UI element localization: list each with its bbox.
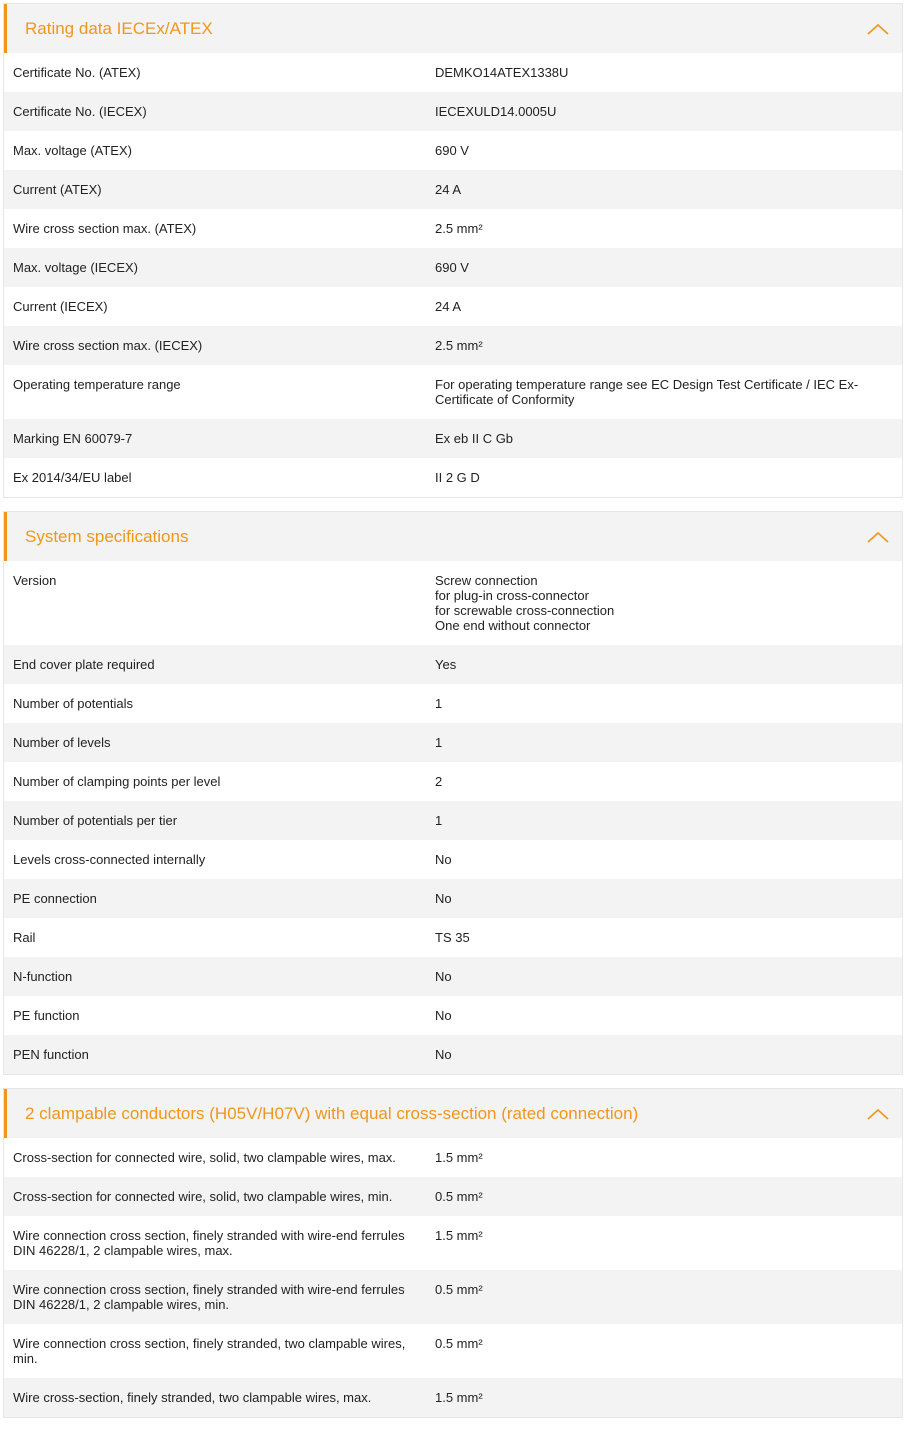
- spec-value: [435, 1008, 902, 1023]
- spec-value: [435, 143, 902, 158]
- spec-row: [4, 1216, 902, 1270]
- spec-label: Certificate No. (ATEX): [13, 65, 141, 80]
- spec-label: Max. voltage (IECEX): [13, 260, 138, 275]
- chevron-up-icon[interactable]: [866, 1107, 890, 1121]
- spec-value-line: For operating temperature range see EC Design Test Certificate / IEC Ex-Certificate of Conformity: [435, 377, 859, 407]
- spec-value: [435, 221, 902, 236]
- spec-table: [4, 1138, 902, 1417]
- spec-value: [435, 969, 902, 984]
- spec-row: [4, 1035, 902, 1074]
- spec-value-line: 1.5 mm²: [435, 1390, 483, 1405]
- spec-value-line: Yes: [435, 657, 457, 672]
- spec-row: [4, 365, 902, 419]
- spec-label: Current (ATEX): [13, 182, 102, 197]
- spec-table: [4, 561, 902, 1074]
- spec-value: [435, 338, 902, 353]
- spec-value-line: No: [435, 1047, 452, 1062]
- spec-row: [4, 645, 902, 684]
- spec-value-line: 2: [435, 774, 443, 789]
- spec-value: [435, 891, 902, 906]
- spec-value-line: 24 A: [435, 299, 462, 314]
- spec-value-line: 0.5 mm²: [435, 1282, 483, 1297]
- spec-row: [4, 561, 902, 645]
- spec-value: [435, 65, 902, 80]
- spec-row: [4, 170, 902, 209]
- spec-value-line: DEMKO14ATEX1338U: [435, 65, 569, 80]
- spec-value-line: 0.5 mm²: [435, 1336, 483, 1351]
- spec-label: Certificate No. (IECEX): [13, 104, 147, 119]
- spec-section: [3, 511, 903, 1075]
- spec-value: [435, 774, 902, 789]
- spec-value: [435, 696, 902, 711]
- spec-label: Wire connection cross section, finely stranded with wire-end ferrules DIN 46228/1, 2 clampable wires, min.: [13, 1282, 405, 1312]
- spec-row: [4, 1270, 902, 1324]
- spec-row: [4, 918, 902, 957]
- spec-value-line: 690 V: [435, 143, 469, 158]
- spec-value-line: for screwable cross-connection: [435, 603, 615, 618]
- spec-value: [435, 1336, 902, 1366]
- spec-label: Number of potentials per tier: [13, 813, 178, 828]
- spec-value: [435, 1282, 902, 1312]
- spec-label: Rail: [13, 930, 36, 945]
- spec-label: Number of clamping points per level: [13, 774, 221, 789]
- spec-value-line: for plug-in cross-connector: [435, 588, 589, 603]
- spec-row: [4, 1378, 902, 1417]
- spec-value: [435, 657, 902, 672]
- spec-row: [4, 723, 902, 762]
- spec-row: [4, 326, 902, 365]
- spec-value: [435, 431, 902, 446]
- spec-row: [4, 53, 902, 92]
- spec-value: [435, 299, 902, 314]
- spec-row: [4, 1324, 902, 1378]
- spec-value-line: Ex eb II C Gb: [435, 431, 514, 446]
- spec-label: Marking EN 60079-7: [13, 431, 133, 446]
- spec-value: [435, 182, 902, 197]
- spec-value-line: 1: [435, 813, 443, 828]
- spec-label: Levels cross-connected internally: [13, 852, 206, 867]
- spec-row: [4, 458, 902, 497]
- section-title: System specifications: [25, 526, 189, 546]
- spec-value: [435, 104, 902, 119]
- spec-value: [435, 1189, 902, 1204]
- spec-value-line: II 2 G D: [435, 470, 480, 485]
- spec-label: Number of potentials: [13, 696, 133, 711]
- spec-row: [4, 248, 902, 287]
- spec-label: PEN function: [13, 1047, 89, 1062]
- spec-value: [435, 470, 902, 485]
- spec-value-line: 1: [435, 696, 443, 711]
- spec-label: Max. voltage (ATEX): [13, 143, 132, 158]
- spec-row: [4, 801, 902, 840]
- spec-label: Cross-section for connected wire, solid, two clampable wires, max.: [13, 1150, 396, 1165]
- spec-value-line: 1.5 mm²: [435, 1150, 483, 1165]
- spec-value-line: One end without connector: [435, 618, 591, 633]
- spec-label: Wire connection cross section, finely stranded with wire-end ferrules DIN 46228/1, 2 clampable wires, max.: [13, 1228, 405, 1258]
- section-header-toggle[interactable]: [4, 512, 902, 561]
- spec-value-line: 1: [435, 735, 443, 750]
- spec-section: [3, 1088, 903, 1418]
- spec-label: Operating temperature range: [13, 377, 181, 392]
- spec-row: [4, 92, 902, 131]
- chevron-up-icon[interactable]: [866, 530, 890, 544]
- spec-value-line: No: [435, 1008, 452, 1023]
- spec-value: [435, 852, 902, 867]
- spec-value: [435, 260, 902, 275]
- spec-value: [435, 377, 902, 407]
- spec-label: Wire cross-section, finely stranded, two clampable wires, max.: [13, 1390, 372, 1405]
- spec-value-line: 24 A: [435, 182, 462, 197]
- spec-row: [4, 996, 902, 1035]
- spec-value-line: 2.5 mm²: [435, 338, 483, 353]
- spec-value-line: 2.5 mm²: [435, 221, 483, 236]
- spec-label: Wire cross section max. (IECEX): [13, 338, 203, 353]
- spec-value-line: No: [435, 852, 452, 867]
- spec-label: PE function: [13, 1008, 80, 1023]
- section-header-toggle[interactable]: [4, 1089, 902, 1138]
- spec-value-line: TS 35: [435, 930, 470, 945]
- spec-row: [4, 879, 902, 918]
- spec-value: [435, 1047, 902, 1062]
- spec-label: End cover plate required: [13, 657, 155, 672]
- spec-row: [4, 1177, 902, 1216]
- spec-label: Current (IECEX): [13, 299, 108, 314]
- spec-value: [435, 1228, 902, 1258]
- spec-value: [435, 1150, 902, 1165]
- spec-value-line: 0.5 mm²: [435, 1189, 483, 1204]
- spec-value-line: 1.5 mm²: [435, 1228, 483, 1243]
- spec-value: [435, 930, 902, 945]
- section-title: Rating data IECEx/ATEX: [25, 18, 213, 38]
- spec-value-line: Screw connection: [435, 573, 538, 588]
- spec-table: [4, 53, 902, 497]
- spec-row: [4, 287, 902, 326]
- spec-value-line: 690 V: [435, 260, 469, 275]
- spec-row: [4, 840, 902, 879]
- spec-label: Wire cross section max. (ATEX): [13, 221, 197, 236]
- spec-label: N-function: [13, 969, 73, 984]
- spec-value-line: No: [435, 891, 452, 906]
- chevron-up-icon[interactable]: [866, 22, 890, 36]
- spec-row: [4, 209, 902, 248]
- spec-value: [435, 1390, 902, 1405]
- spec-label: Version: [13, 573, 57, 588]
- spec-row: [4, 684, 902, 723]
- spec-label: Ex 2014/34/EU label: [13, 470, 132, 485]
- spec-label: Wire connection cross section, finely stranded, two clampable wires, min.: [13, 1336, 406, 1366]
- spec-value: [435, 735, 902, 750]
- spec-label: PE connection: [13, 891, 97, 906]
- spec-section: [3, 3, 903, 498]
- section-title: 2 clampable conductors (H05V/H07V) with equal cross-section (rated connection): [25, 1103, 639, 1123]
- spec-value: [435, 813, 902, 828]
- section-header-toggle[interactable]: [4, 4, 902, 53]
- spec-row: [4, 1138, 902, 1177]
- spec-row: [4, 762, 902, 801]
- spec-row: [4, 957, 902, 996]
- spec-label: Cross-section for connected wire, solid, two clampable wires, min.: [13, 1189, 393, 1204]
- spec-row: [4, 419, 902, 458]
- spec-value-line: No: [435, 969, 452, 984]
- spec-row: [4, 131, 902, 170]
- spec-value: [435, 573, 902, 633]
- spec-value-line: IECEXULD14.0005U: [435, 104, 557, 119]
- spec-label: Number of levels: [13, 735, 111, 750]
